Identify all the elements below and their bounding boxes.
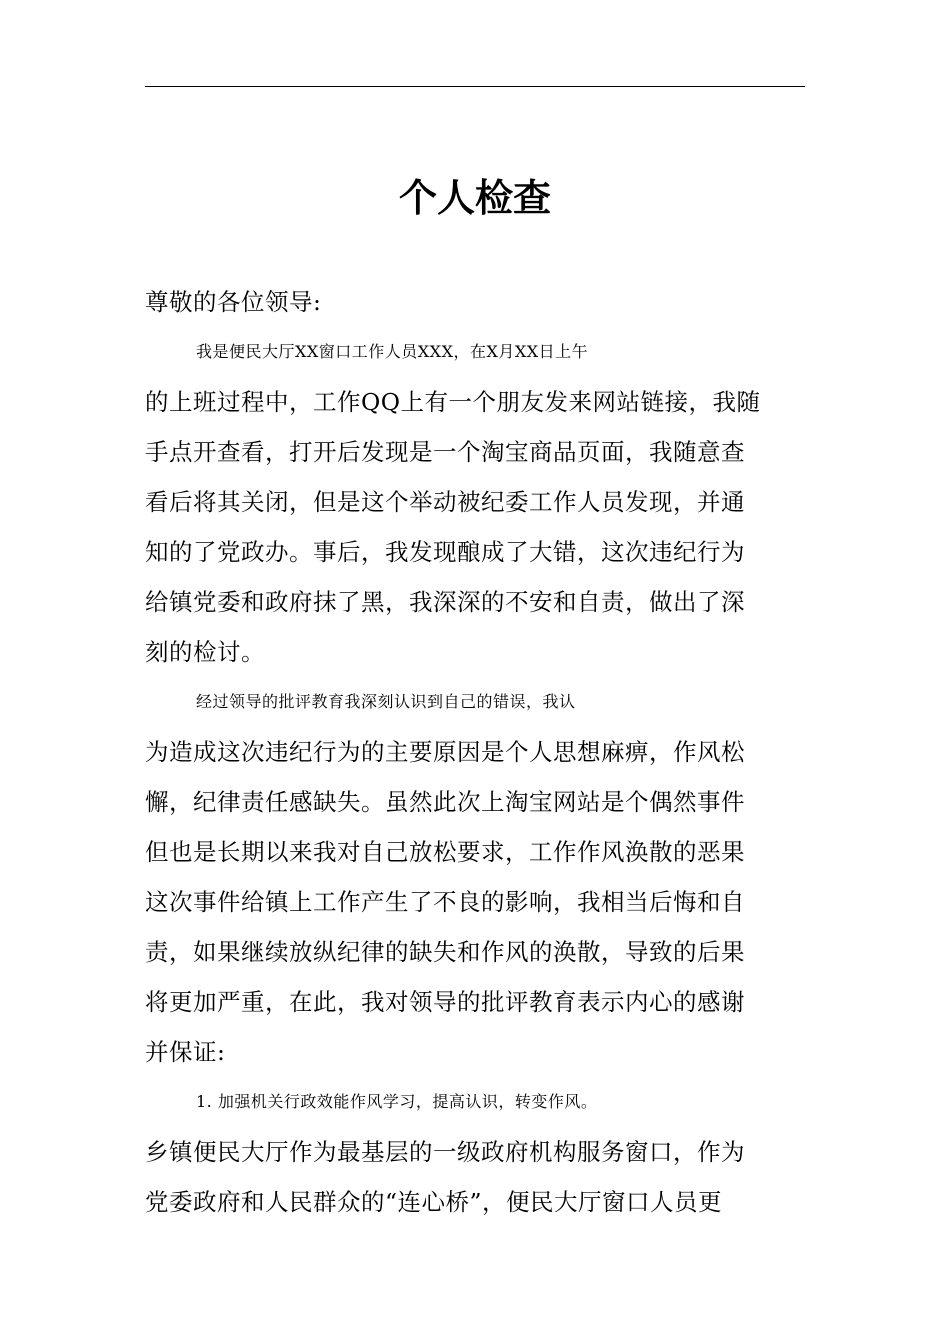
body-line: 手点开查看，打开后发现是一个淘宝商品页面，我随意查 <box>145 438 745 466</box>
body-line: 1. 加强机关行政效能作风学习，提高认识，转变作风。 <box>196 1092 598 1111</box>
body-line: 并保证: <box>145 1038 226 1066</box>
body-line: 的上班过程中，工作QQ上有一个朋友发来网站链接，我随 <box>145 388 761 416</box>
body-line: 但也是长期以来我对自己放松要求，工作作风涣散的恶果 <box>145 838 745 866</box>
document-title: 个人检查 <box>398 175 551 220</box>
body-line: 为造成这次违纪行为的主要原因是个人思想麻痹，作风松 <box>145 738 745 766</box>
body-line: 责，如果继续放纵纪律的缺失和作风的涣散，导致的后果 <box>145 938 745 966</box>
body-line: 给镇党委和政府抹了黑，我深深的不安和自责，做出了深 <box>145 588 745 616</box>
body-line: 尊敬的各位领导: <box>145 288 322 316</box>
document-body <box>145 277 805 1227</box>
body-line: 将更加严重，在此，我对领导的批评教育表示内心的感谢 <box>145 988 745 1016</box>
body-line: 党委政府和人民群众的“连心桥”，便民大厅窗口人员更 <box>145 1188 723 1216</box>
body-line: 经过领导的批评教育我深刻认识到自己的错误，我认 <box>196 692 576 711</box>
body-line: 看后将其关闭，但是这个举动被纪委工作人员发现，并通 <box>145 488 745 516</box>
body-line: 刻的检讨。 <box>145 638 265 666</box>
body-line: 知的了党政办。事后，我发现酿成了大错，这次违纪行为 <box>145 538 745 566</box>
header-rule <box>145 86 805 87</box>
body-line: 这次事件给镇上工作产生了不良的影响，我相当后悔和自 <box>145 888 745 916</box>
body-line: 懈，纪律责任感缺失。虽然此次上淘宝网站是个偶然事件 <box>145 788 745 816</box>
body-line: 乡镇便民大厅作为最基层的一级政府机构服务窗口，作为 <box>145 1138 745 1166</box>
body-line: 我是便民大厅XX窗口工作人员XXX，在X月XX日上午 <box>196 342 589 361</box>
